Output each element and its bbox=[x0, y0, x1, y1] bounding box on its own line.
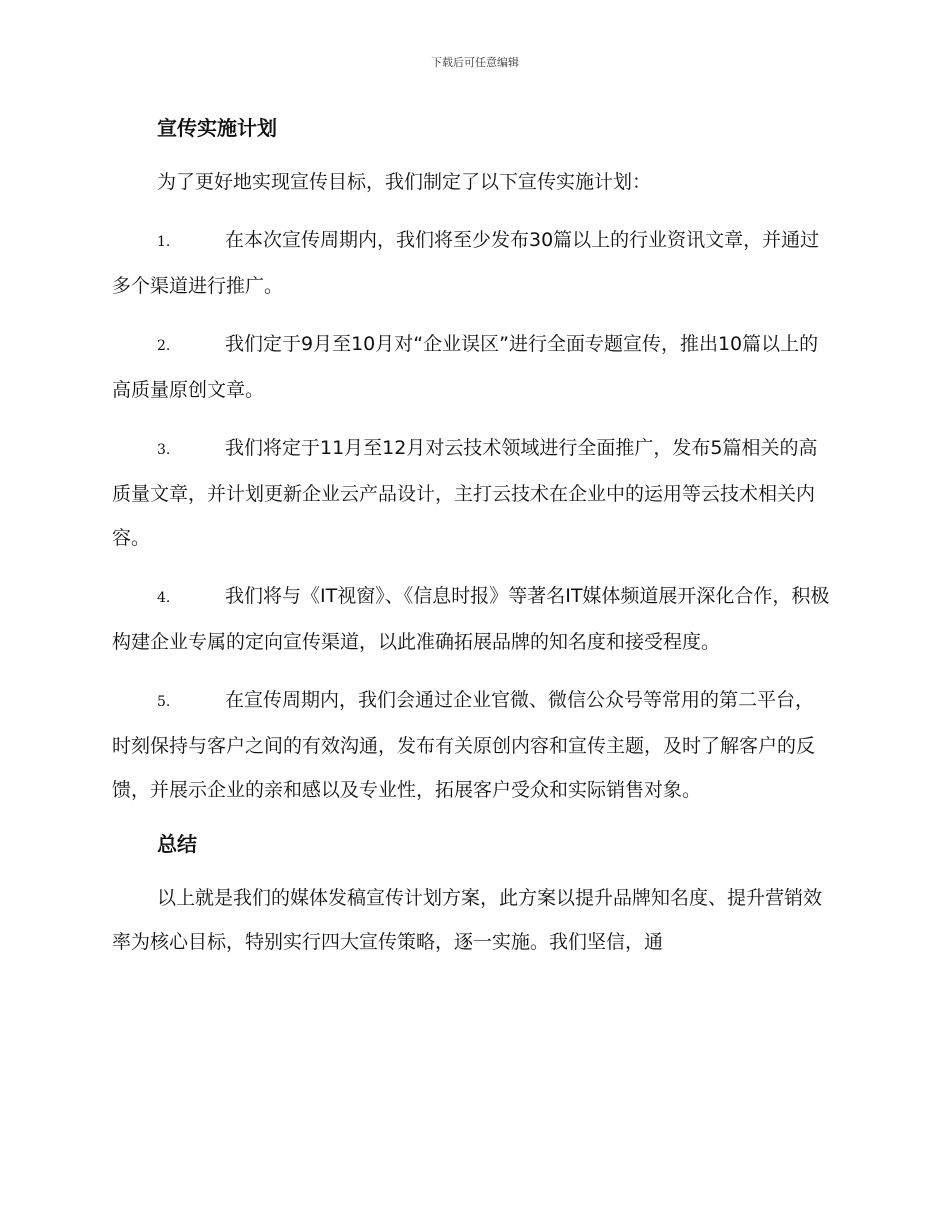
list-item-text: 在宣传周期内，我们会通过企业官微、微信公众号等常用的第二平台，时刻保持与客户之间的有效沟通，发布有关原创内容和宣传主题，及时了解客户的反馈，并展示企业的亲和感以及专业性，拓展客户受众和实际销售对象。 bbox=[112, 689, 816, 801]
list-item-text: 我们将定于11月至12月对云技术领域进行全面推广，发布5篇相关的高质量文章，并计划更新企业云产品设计，主打云技术在企业中的运用等云技术相关内容。 bbox=[112, 437, 818, 549]
list-item bbox=[112, 426, 832, 560]
list-item-number: 1. bbox=[157, 234, 171, 250]
list-item-text: 在本次宣传周期内，我们将至少发布30篇以上的行业资讯文章，并通过多个渠道进行推广。 bbox=[112, 229, 820, 297]
list-item bbox=[112, 322, 832, 412]
summary-title: 总结 bbox=[157, 832, 197, 856]
section-title: 宣传实施计划 bbox=[157, 116, 277, 140]
document-body bbox=[112, 110, 832, 964]
list-item-text: 我们将与《IT视窗》、《信息时报》等著名IT媒体频道展开深化合作，积极构建企业专属的定向宣传渠道，以此准确拓展品牌的知名度和接受程度。 bbox=[112, 585, 830, 653]
list-item-number: 5. bbox=[157, 694, 171, 710]
list-item bbox=[112, 678, 832, 812]
summary-paragraph: 以上就是我们的媒体发稿宣传计划方案，此方案以提升品牌知名度、提升营销效率为核心目标，特别实行四大宣传策略，逐一实施。我们坚信，通 bbox=[112, 887, 823, 953]
list-item-number: 4. bbox=[157, 590, 171, 606]
list-item-number: 2. bbox=[157, 338, 171, 354]
list-item-text: 我们定于9月至10月对“企业误区”进行全面专题宣传，推出10篇以上的高质量原创文章。 bbox=[112, 333, 819, 401]
list-item-number: 3. bbox=[157, 442, 171, 458]
header-note: 下载后可任意编辑 bbox=[431, 56, 519, 69]
list-item bbox=[112, 574, 832, 664]
list-item bbox=[112, 218, 832, 308]
intro-paragraph: 为了更好地实现宣传目标，我们制定了以下宣传实施计划： bbox=[157, 171, 652, 193]
